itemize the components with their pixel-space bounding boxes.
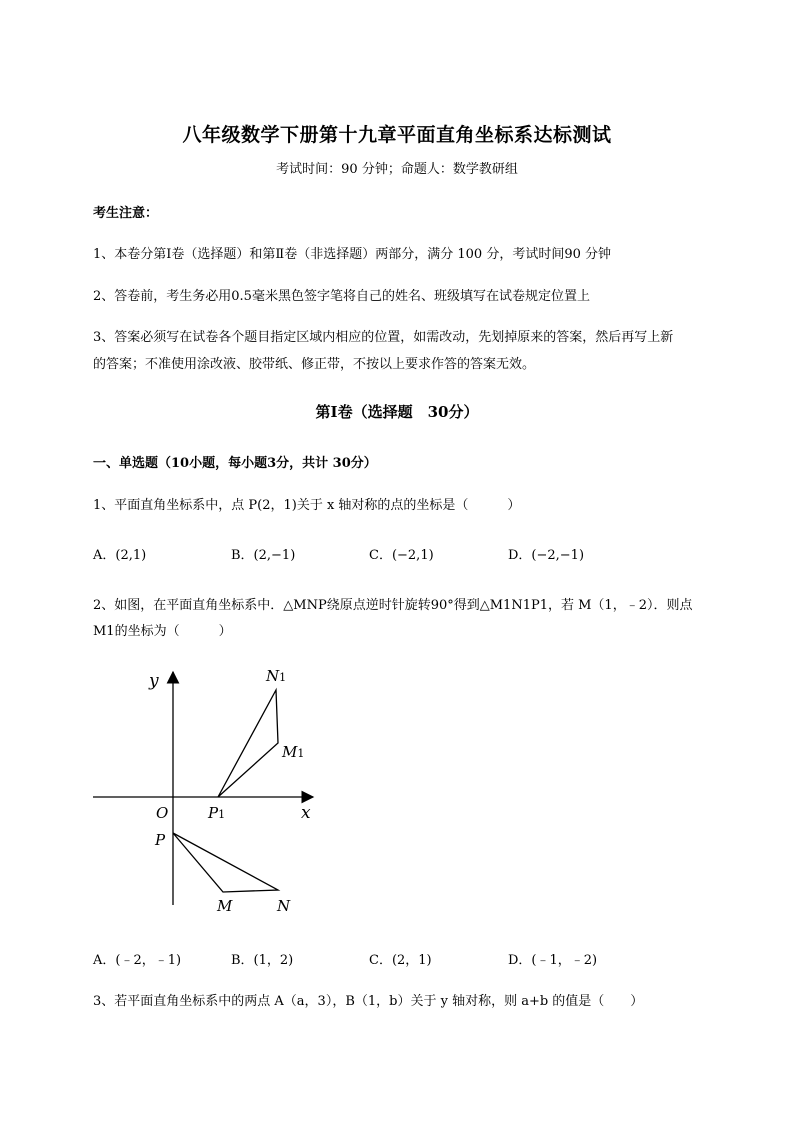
question-3-stem: 3、若平面直角坐标系中的两点 A（a，3），B（1，b）关于 y 轴对称，则 a+b 的值是（ ）: [93, 994, 644, 1009]
label-n1: N1: [266, 667, 287, 685]
q1-option-c[interactable]: C．(−2,1): [369, 548, 434, 563]
label-p: P: [155, 831, 166, 849]
exam-title: 八年级数学下册第十九章平面直角坐标系达标测试: [182, 124, 612, 146]
question-2-stem-cont: M1的坐标为（ ）: [93, 624, 232, 639]
q2-option-a[interactable]: A．(﹣2，﹣1): [93, 953, 182, 968]
q1-option-b[interactable]: B．(2,−1): [231, 548, 296, 563]
label-n: N: [277, 897, 291, 915]
label-m1: M1: [282, 743, 305, 761]
notes-heading: 考生注意：: [93, 206, 159, 221]
label-p1: P1: [208, 804, 226, 822]
q2-option-d[interactable]: D．(﹣1，﹣2): [508, 953, 598, 968]
exam-subtitle: 考试时间：90 分钟；命题人：数学教研组: [276, 162, 518, 177]
triangle-m1n1p1: [218, 690, 278, 797]
note-item: 2、答卷前，考生务必用0.5毫米黑色签字笔将自己的姓名、班级填写在试卷规定位置上: [93, 289, 590, 304]
section-title: 第I卷（选择题 30分）: [315, 403, 479, 421]
note-item: 3、答案必须写在试卷各个题目指定区域内相应的位置，如需改动，先划掉原来的答案，然后再写上新: [93, 330, 674, 345]
x-axis-label: x: [301, 803, 311, 823]
triangle-mnp: [173, 833, 278, 892]
note-item: 的答案；不准使用涂改液、胶带纸、修正带，不按以上要求作答的答案无效。: [93, 357, 536, 372]
origin-label: O: [156, 804, 169, 822]
label-m: M: [217, 897, 233, 915]
note-item: 1、本卷分第I卷（选择题）和第Ⅱ卷（非选择题）两部分，满分 100 分，考试时间90 分钟: [93, 247, 611, 262]
q2-option-b[interactable]: B．(1，2): [231, 953, 294, 968]
q2-option-c[interactable]: C．(2，1): [369, 953, 432, 968]
y-axis-label: y: [149, 671, 159, 691]
q1-option-a[interactable]: A．(2,1): [93, 548, 147, 563]
question-1-stem: 1、平面直角坐标系中，点 P(2，1)关于 x 轴对称的点的坐标是（ ）: [93, 498, 521, 513]
coordinate-figure: [88, 660, 328, 920]
part-heading: 一、单选题（10小题，每小题3分，共计 30分）: [93, 456, 377, 471]
question-2-stem: 2、如图，在平面直角坐标系中．△MNP绕原点逆时针旋转90°得到△M1N1P1，若 M（1，﹣2）．则点: [93, 598, 693, 613]
q1-option-d[interactable]: D．(−2,−1): [508, 548, 585, 563]
